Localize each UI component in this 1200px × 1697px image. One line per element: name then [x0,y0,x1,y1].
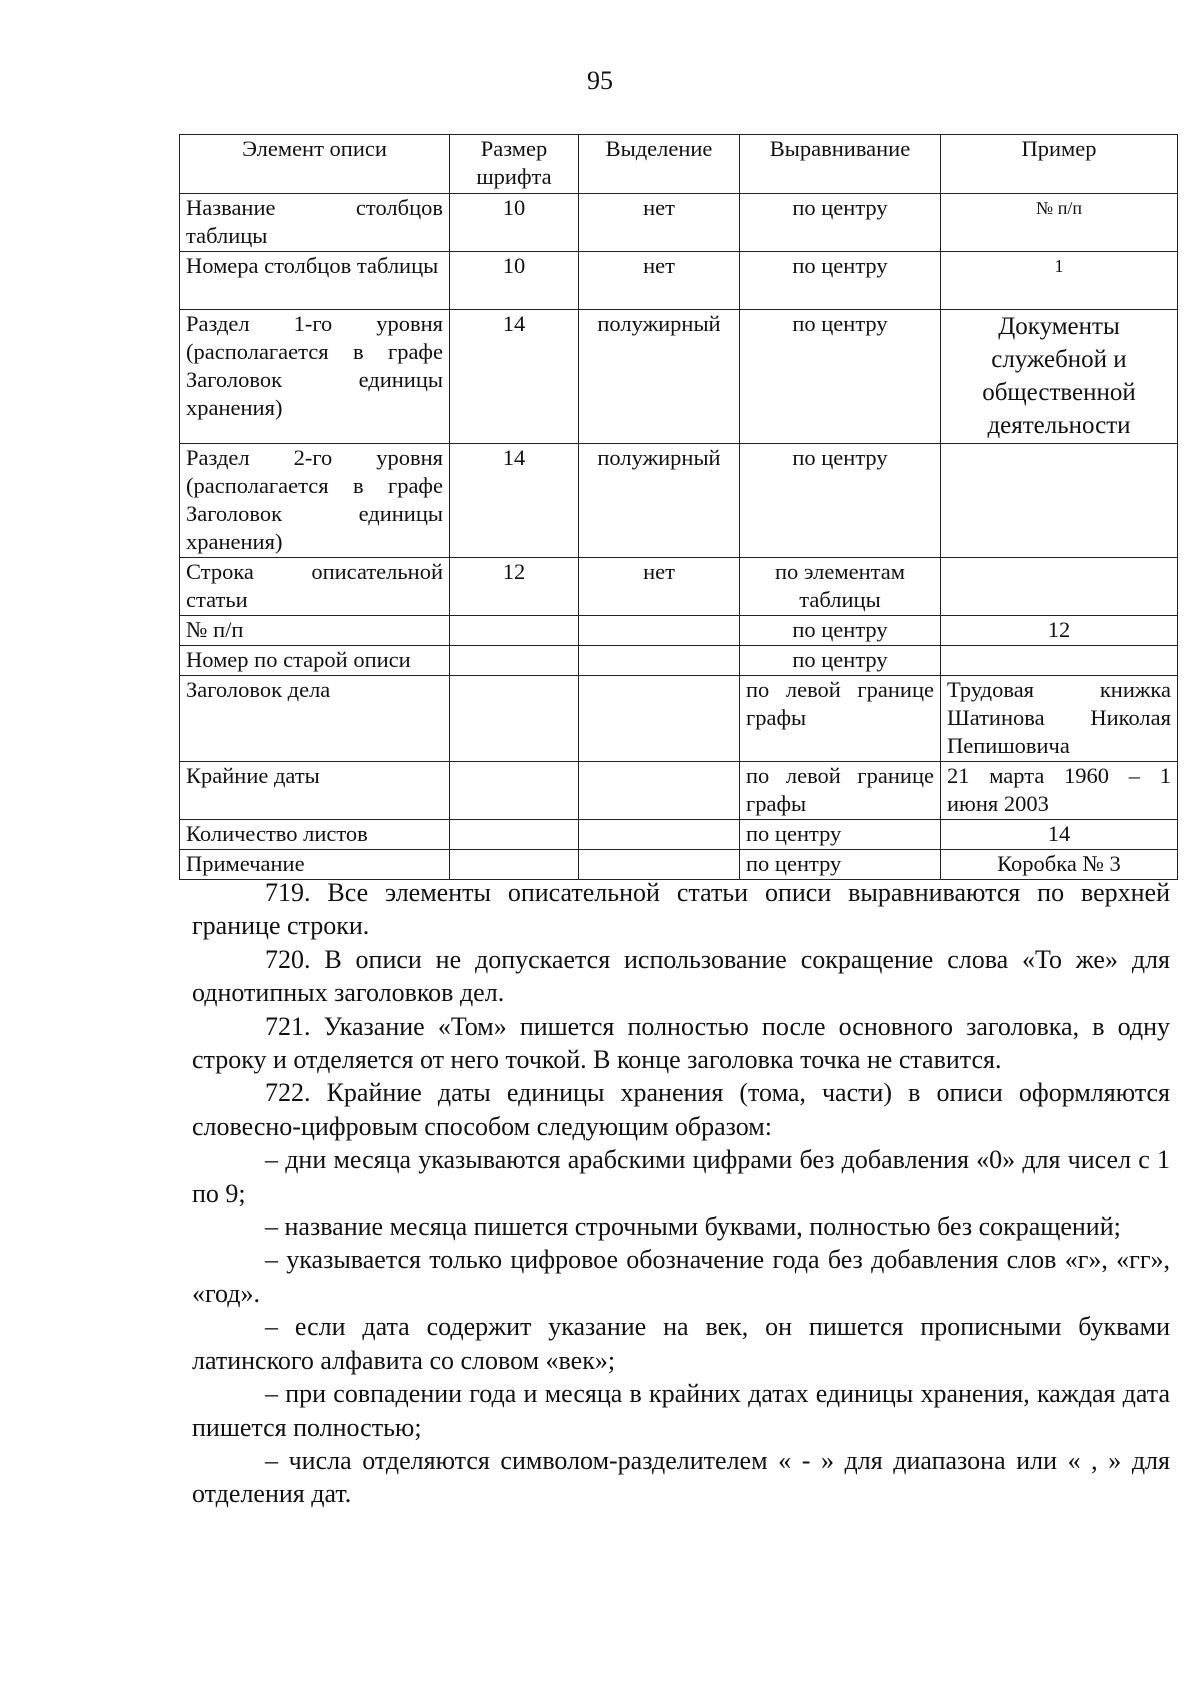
cell-example: 12 [941,616,1178,646]
cell-element: Заголовок дела [180,676,450,762]
cell-emphasis: полужирный [579,444,740,558]
cell-element: Название столбцов таблицы [180,194,450,252]
cell-size [450,850,579,880]
table-row [180,310,1178,444]
cell-emphasis [579,616,740,646]
cell-alignment: по центру [740,616,941,646]
header-emphasis: Выделение [579,135,740,194]
cell-element: Количество листов [180,820,450,850]
cell-size: 10 [450,194,579,252]
cell-emphasis: нет [579,558,740,616]
cell-size: 14 [450,310,579,444]
list-item: – название месяца пишется строчными буквами, полностью без сокращений; [265,1212,1121,1242]
table-row [180,676,1178,762]
table-row [180,850,1178,880]
header-alignment: Выравнивание [740,135,941,194]
cell-emphasis [579,676,740,762]
table-row [180,252,1178,310]
cell-element: № п/п [180,616,450,646]
cell-example [941,558,1178,616]
cell-alignment: по элементам таблицы [740,558,941,616]
cell-size [450,676,579,762]
cell-alignment: по центру [740,194,941,252]
cell-size: 14 [450,444,579,558]
cell-size [450,762,579,820]
cell-emphasis [579,646,740,676]
cell-emphasis [579,762,740,820]
cell-example [941,646,1178,676]
cell-emphasis: полужирный [579,310,740,444]
cell-element: Номер по старой описи [180,646,450,676]
body-text [192,876,1170,1511]
cell-element: Строка описательной статьи [180,558,450,616]
paragraph-721: 721. Указание «Том» пишется полностью после основного заголовка, в одну строку и отделяется от него точкой. В конце заголовка точка не ставится. [192,1011,1170,1075]
cell-example: № п/п [941,194,1178,252]
cell-alignment: по центру [740,820,941,850]
table-row [180,444,1178,558]
cell-example: Коробка № 3 [941,850,1178,880]
cell-example: Документы служебной и общественной деятельности [941,310,1178,444]
table-row [180,646,1178,676]
cell-alignment: по центру [740,444,941,558]
list-item: – числа отделяются символом-разделителем « - » для диапазона или « , » для отделения дат. [192,1445,1170,1509]
cell-alignment: по центру [740,646,941,676]
header-font-size: Размер шрифта [450,135,579,194]
cell-example: Трудовая книжка Шатинова Николая Пепишовича [941,676,1178,762]
list-item: – указывается только цифровое обозначение года без добавления слов «г», «гг», «год». [192,1245,1170,1308]
cell-element: Раздел 2-го уровня (располагается в графе Заголовок единицы хранения) [180,444,450,558]
cell-size: 12 [450,558,579,616]
list-item: – дни месяца указываются арабскими цифрами без добавления «0» для чисел с 1 по 9; [192,1145,1170,1208]
cell-emphasis: нет [579,194,740,252]
table-row [180,558,1178,616]
paragraph-720: 720. В описи не допускается использование сокращение слова «То же» для однотипных заголовков дел. [192,944,1170,1008]
cell-size [450,646,579,676]
formatting-table [179,134,1178,880]
cell-emphasis: нет [579,252,740,310]
paragraph-719: 719. Все элементы описательной статьи описи выравниваются по верхней границе строки. [192,878,1170,941]
cell-example [941,444,1178,558]
cell-alignment: по левой границе графы [740,676,941,762]
header-element: Элемент описи [180,135,450,194]
cell-element: Примечание [180,850,450,880]
table-header-row [180,135,1178,194]
table-row [180,820,1178,850]
cell-alignment: по центру [740,252,941,310]
cell-element: Номера столбцов таблицы [180,252,450,310]
cell-emphasis [579,820,740,850]
cell-size [450,616,579,646]
cell-element: Раздел 1-го уровня (располагается в графе Заголовок единицы хранения) [180,310,450,444]
cell-size: 10 [450,252,579,310]
cell-example: 1 [941,252,1178,310]
table-row [180,616,1178,646]
cell-example: 14 [941,820,1178,850]
table-row [180,194,1178,252]
page-number: 95 [587,66,613,95]
cell-alignment: по центру [740,310,941,444]
cell-example: 21 марта 1960 – 1 июня 2003 [941,762,1178,820]
cell-size [450,820,579,850]
cell-alignment: по центру [740,850,941,880]
list-item: – если дата содержит указание на век, он пишется прописными буквами латинского алфавита со словом «век»; [192,1312,1170,1375]
cell-element: Крайние даты [180,762,450,820]
paragraph-722: 722. Крайние даты единицы хранения (тома, части) в описи оформляются словесно-цифровым способом следующим образом: [192,1078,1170,1141]
cell-alignment: по левой границе графы [740,762,941,820]
header-example: Пример [941,135,1178,194]
table-row [180,762,1178,820]
cell-emphasis [579,850,740,880]
list-item: – при совпадении года и месяца в крайних датах единицы хранения, каждая дата пишется полностью; [192,1379,1170,1442]
